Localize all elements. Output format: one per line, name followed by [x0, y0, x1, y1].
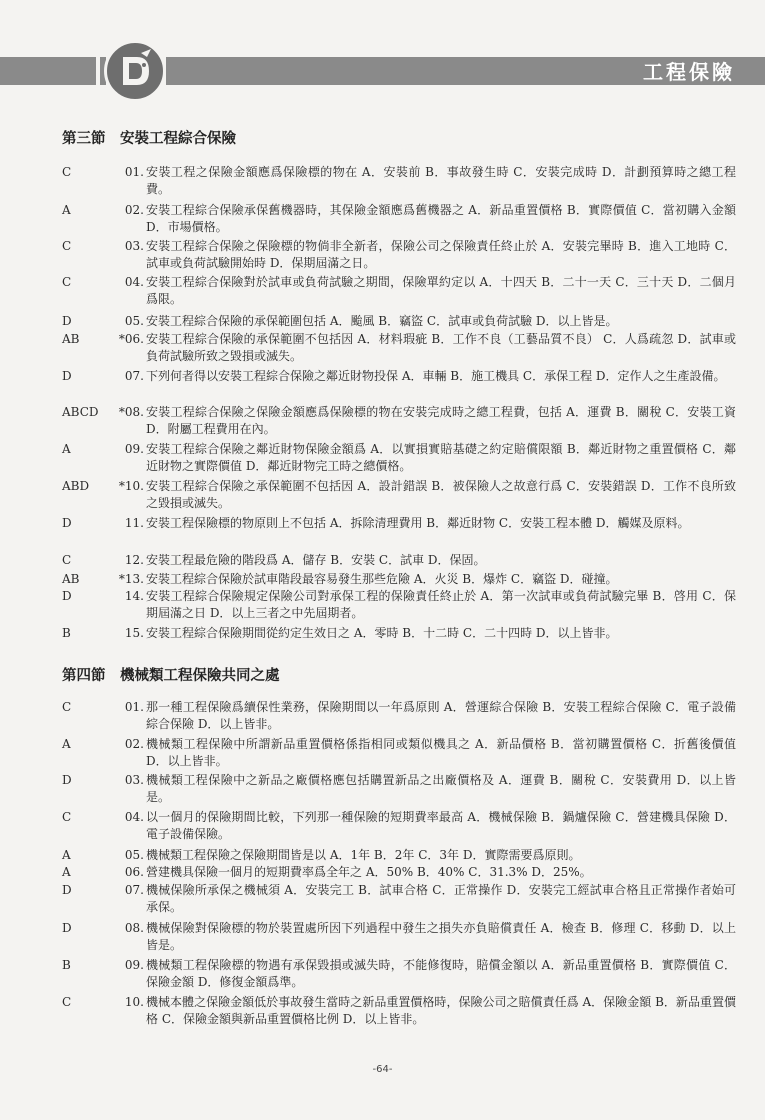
answer-key: C [62, 995, 72, 1009]
question-number: 12. [124, 553, 144, 567]
answer-key: AB [62, 572, 80, 586]
question-text: 下列何者得以安裝工程綜合保險之鄰近財物投保 A．車輛 B．施工機具 C．承保工程 D．定作人之生產設備。 [146, 369, 726, 383]
question-text: 安裝工程保險標的物原則上不包括 A．拆除清理費用 B．鄰近財物 C．安裝工程本體 D．觸媒及原料。 [146, 516, 690, 530]
answer-key: D [62, 516, 72, 530]
answer-key: C [62, 553, 72, 567]
question-text: 安裝工程綜合保險之承保範圍不包括因 A．設計錯誤 B．被保險人之故意行爲 C．安裝錯誤 D．工作不良所致之毀損或滅失。 [146, 479, 736, 510]
question-number: *08. [118, 405, 144, 419]
question-number: *10. [118, 479, 144, 493]
question-number: 15. [124, 626, 144, 640]
question-text: 安裝工程之保險金額應爲保險標的物在 A．安裝前 B．事故發生時 C．安裝完成時 D．計劃預算時之總工程費。 [146, 165, 736, 196]
question-number: 04. [124, 810, 144, 824]
question-text: 機械類工程保險之保險期間皆是以 A．1年 B．2年 C．3年 D．實際需要爲原則。 [146, 848, 581, 862]
answer-key: C [62, 700, 72, 714]
question-text: 營建機具保險一個月的短期費率爲全年之 A．50% B．40% C．31.3% D．25%。 [146, 865, 592, 879]
question-text: 機械類工程保險標的物遇有承保毀損或滅失時，不能修復時，賠償金額以 A．新品重置價格 B．實際價值 C．保險金額 D．修復金額爲準。 [146, 958, 736, 989]
question-text: 機械本體之保險金額低於事故發生當時之新品重置價格時，保險公司之賠償責任爲 A．保險金額 B．新品重置價格 C．保險金額與新品重置價格比例 D．以上皆非。 [146, 995, 736, 1026]
answer-key: ABD [62, 479, 90, 493]
question-number: 02. [124, 203, 144, 217]
question-text: 安裝工程綜合保險承保舊機器時，其保險金額應爲舊機器之 A．新品重置價格 B．實際價值 C．當初購入金額 D．市場價格。 [146, 203, 736, 234]
question-number: 14. [124, 589, 144, 603]
question-text: 機械類工程保險中所謂新品重置價格係指相同或類似機具之 A．新品價格 B．當初購置價格 C．折舊後價值 D．以上皆非。 [146, 737, 736, 768]
question-text: 機械保險對保險標的物於裝置處所因下列過程中發生之損失亦負賠償責任 A．檢查 B．修理 C．移動 D．以上皆是。 [146, 921, 736, 952]
question-number: 08. [124, 921, 144, 935]
answer-key: C [62, 165, 72, 179]
page-header-title: 工程保險 [643, 60, 735, 84]
question-number: 05. [124, 314, 144, 328]
question-number: *06. [118, 332, 144, 346]
question-text: 以一個月的保險期間比較，下列那一種保險的短期費率最高 A．機械保險 B．鍋爐保險 C．營建機具保險 D．電子設備保險。 [146, 810, 736, 841]
question-number: *13. [118, 572, 144, 586]
question-number: 11. [124, 516, 144, 530]
question-text: 安裝工程綜合保險之保險標的物倘非全新者，保險公司之保險責任終止於 A．安裝完畢時 B．進入工地時 C．試車或負荷試驗開始時 D．保期屆滿之日。 [146, 239, 736, 270]
question-number: 09. [124, 958, 144, 972]
answer-key: D [62, 369, 72, 383]
question-text: 機械保險所承保之機械須 A．安裝完工 B．試車合格 C．正常操作 D．安裝完工經試車合格且正常操作者始可承保。 [146, 883, 736, 914]
answer-key: ABCD [62, 405, 99, 419]
question-text: 安裝工程綜合保險規定保險公司對承保工程的保險責任終止於 A．第一次試車或負荷試驗完畢 B．啓用 C．保期屆滿之日 D．以上三者之中先屆期者。 [146, 589, 736, 620]
question-text: 安裝工程綜合保險期間從約定生效日之 A．零時 B．十二時 C．二十四時 D．以上皆非。 [146, 626, 618, 640]
answer-key: A [62, 865, 71, 879]
question-number: 07. [124, 369, 144, 383]
dragon-logo-icon [104, 40, 166, 102]
answer-key: D [62, 773, 72, 787]
question-number: 01. [124, 165, 144, 179]
section-title: 第四節 機械類工程保險共同之處 [62, 667, 280, 684]
answer-key: A [62, 737, 71, 751]
question-text: 安裝工程綜合保險的承保範圍包括 A．颱風 B．竊盜 C．試車或負荷試驗 D．以上皆是。 [146, 314, 618, 328]
question-number: 06. [124, 865, 144, 879]
answer-key: C [62, 810, 72, 824]
question-text: 安裝工程最危險的階段爲 A．儲存 B．安裝 C．試車 D．保固。 [146, 553, 486, 567]
question-text: 那一種工程保險爲續保性業務，保險期間以一年爲原則 A．營運綜合保險 B．安裝工程綜合保險 C．電子設備綜合保險 D．以上皆非。 [146, 700, 736, 731]
answer-key: B [62, 958, 71, 972]
question-text: 機械類工程保險中之新品之廠價格應包括購置新品之出廠價格及 A．運費 B．關稅 C．安裝費用 D．以上皆是。 [146, 773, 736, 804]
question-number: 01. [124, 700, 144, 714]
question-text: 安裝工程綜合保險之保險金額應爲保險標的物在安裝完成時之總工程費，包括 A．運費 B．關稅 C．安裝工資 D．附屬工程費用在內。 [146, 405, 736, 436]
answer-key: C [62, 239, 72, 253]
answer-key: A [62, 203, 71, 217]
question-number: 07. [124, 883, 144, 897]
question-number: 04. [124, 275, 144, 289]
question-text: 安裝工程綜合保險於試車階段最容易發生那些危險 A．火災 B．爆炸 C．竊盜 D．碰撞。 [146, 572, 618, 586]
question-number: 10. [124, 995, 144, 1009]
answer-key: AB [62, 332, 80, 346]
question-number: 02. [124, 737, 144, 751]
question-number: 09. [124, 442, 144, 456]
answer-key: D [62, 883, 72, 897]
answer-key: A [62, 848, 71, 862]
question-text: 安裝工程綜合保險之鄰近財物保險金額爲 A．以實損實賠基礎之約定賠償限額 B．鄰近財物之重置價格 C．鄰近財物之實際價值 D．鄰近財物完工時之總價格。 [146, 442, 736, 473]
answer-key: D [62, 314, 72, 328]
answer-key: D [62, 589, 72, 603]
question-number: 03. [124, 239, 144, 253]
section-title: 第三節 安裝工程綜合保險 [62, 130, 236, 147]
banner-bar-left [0, 57, 96, 85]
answer-key: D [62, 921, 72, 935]
page-number: -64- [372, 1064, 393, 1075]
answer-key: A [62, 442, 71, 456]
question-number: 05. [124, 848, 144, 862]
question-text: 安裝工程綜合保險對於試車或負荷試驗之期間，保險單約定以 A．十四天 B．二十一天 C．三十天 D．二個月爲限。 [146, 275, 736, 306]
question-number: 03. [124, 773, 144, 787]
question-text: 安裝工程綜合保險的承保範圍不包括因 A．材料瑕疵 B．工作不良（工藝品質不良） C．人爲疏忽 D．試車或負荷試驗所致之毀損或滅失。 [146, 332, 736, 363]
answer-key: C [62, 275, 72, 289]
answer-key: B [62, 626, 71, 640]
